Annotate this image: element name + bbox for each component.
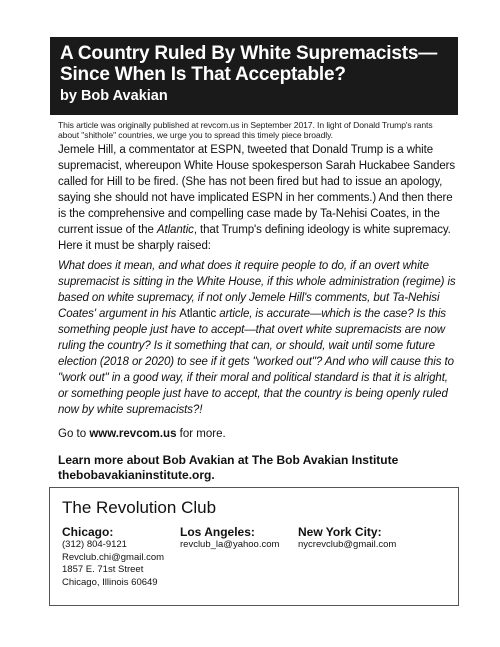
chicago-contact bbox=[62, 525, 180, 589]
ny-label: New York City: bbox=[298, 525, 382, 539]
quote-text-b: article, is accurate—which is the case? Is this something people just have to accept—that overt white supremacists are now ruling the country? Is it something that can, or should, wait until some future election (2018 or 2020) to see if it gets "worked out"? And who will cause this to "work out" in a good way, if their moral and political standard is that it is alright, or something people just have to accept, that the country is being openly ruled now by white supremacists?! bbox=[58, 308, 454, 416]
learn-line-1: Learn more about Bob Avakian at The Bob Avakian Institute bbox=[58, 453, 399, 467]
chicago-label: Chicago: bbox=[62, 525, 114, 539]
title-banner bbox=[50, 37, 458, 115]
atlantic-title: Atlantic bbox=[156, 224, 194, 236]
quote-atlantic: Atlantic bbox=[179, 308, 217, 320]
quote-paragraph bbox=[58, 258, 458, 418]
note-line-2: about "shithole" countries, we urge you to spread this timely piece broadly. bbox=[58, 129, 333, 140]
article-title bbox=[60, 43, 448, 85]
para-text-b: , that Trump's defining ideology is white supremacy. Here it must be sharply raised: bbox=[58, 224, 451, 252]
goto-line bbox=[58, 428, 458, 440]
club-contacts bbox=[62, 525, 446, 589]
title-line-1: A Country Ruled By White Supremacists— bbox=[60, 43, 438, 64]
byline: by Bob Avakian bbox=[60, 88, 168, 104]
para-text-a: Jemele Hill, a commentator at ESPN, tweeted that Donald Trump is a white supremacist, whereupon White House spokesperson Sarah Huckabee Sanders called for Hill to be fired. (She has not been fired but had to issue an apology, saying she should not have implicated ESPN in her comments.) And then there is the comprehensive and compelling case made by Ta-Nehisi Coates, in the current issue of the bbox=[58, 144, 455, 236]
la-email[interactable]: revclub_la@yahoo.com bbox=[180, 539, 280, 550]
article-body bbox=[58, 121, 458, 483]
learn-more bbox=[58, 453, 458, 483]
quote-text-a: What does it mean, and what does it require people to do, if an overt white supremacist is sitting in the White House, if this whole administration (regime) is based on white supremacy, if not only Jemele Hill's comments, but Ta-Nehisi Coates' argument in his bbox=[58, 260, 456, 320]
paragraph-intro bbox=[58, 142, 458, 254]
ny-contact bbox=[298, 525, 396, 589]
institute-link[interactable]: thebobavakianinstitute.org. bbox=[58, 468, 215, 482]
goto-suffix: for more. bbox=[176, 428, 226, 440]
publication-note bbox=[58, 121, 458, 140]
chicago-email[interactable]: Revclub.chi@gmail.com bbox=[62, 551, 165, 563]
ny-email[interactable]: nycrevclub@gmail.com bbox=[298, 539, 397, 550]
chicago-street: 1857 E. 71st Street bbox=[62, 564, 144, 575]
title-line-2: Since When Is That Acceptable? bbox=[60, 64, 346, 85]
club-title: The Revolution Club bbox=[62, 498, 217, 517]
la-contact bbox=[180, 525, 298, 589]
chicago-citystate: Chicago, Illinois 60649 bbox=[62, 576, 158, 588]
note-line-1: This article was originally published at revcom.us in September 2017. In light of Donald Trump's rants bbox=[58, 120, 433, 130]
revolution-club-box bbox=[49, 487, 459, 606]
chicago-phone: (312) 804-9121 bbox=[62, 539, 127, 550]
revcom-link[interactable]: www.revcom.us bbox=[89, 428, 177, 440]
la-label: Los Angeles: bbox=[180, 525, 255, 539]
goto-prefix: Go to bbox=[58, 428, 90, 440]
